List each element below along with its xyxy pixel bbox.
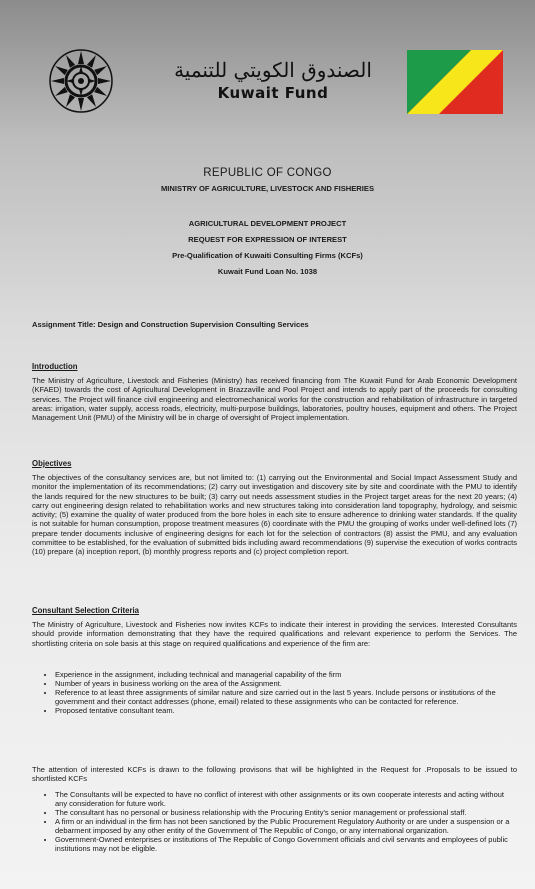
project-title: AGRICULTURAL DEVELOPMENT PROJECT bbox=[188, 219, 347, 228]
criteria-text: The Ministry of Agriculture, Livestock and Fisheries now invites KCFs to indicate their interest in providing the services. Interested Consultants should provide information demonstrating that they have the required qualifications and relevant experience to perform the Services. The shortlisting criteria on sole basis at this stage on required qualifications and experience of the firm are: bbox=[32, 620, 517, 648]
logo-arabic-text: الصندوق الكويتي للتنمية bbox=[174, 58, 372, 82]
introduction-text: The Ministry of Agriculture, Livestock and Fisheries (Ministry) has received financing from The Kuwait Fund for Arab Economic Development (KFAED) towards the cost of Agricultural Development in Brazzaville and Pool Project and intends to apply part of the proceeds for consulting services. The Project will finance civil engineering and electromechanical works for the construction and rehabilitation of infrastructure in targeted areas: irrigation, water supply, access roads, electricity, multi-purpose buildings, laboratories, poultry houses, equipment and others. The Project Management Unit (PMU) of the Ministry will be in charge of oversight of Project implementation. bbox=[32, 376, 517, 423]
list-item: • Experience in the assignment, including technical and managerial capability of the firm bbox=[55, 670, 517, 679]
provisions-list bbox=[32, 790, 517, 854]
criteria-list bbox=[32, 670, 517, 715]
request-title: REQUEST FOR EXPRESSION OF INTEREST bbox=[188, 235, 347, 244]
list-item: • Government-Owned enterprises or institutions of The Republic of Congo Government officials and civil servants and employees of public institutions may not be eligible. bbox=[55, 835, 517, 853]
project-title-block bbox=[0, 216, 535, 280]
logo-latin-text: Kuwait Fund bbox=[217, 84, 329, 102]
objectives-heading: Objectives bbox=[32, 459, 72, 468]
list-item: • Reference to at least three assignments of similar nature and size carried out in the last 5 years. Include persons or institutions of the government and their contact addresses (phone, email) related to these assignments who can be contacted for reference. bbox=[55, 688, 517, 706]
objectives-text: The objectives of the consultancy services are, but not limited to: (1) carrying out the Environmental and Social Impact Assessment Study and monitor the implementation of its recommendations; (2) carry out investigation and discovery site by site and coordinate with the PMU to identify the lands required for the new structures to be built; (3) carry out needs assessment studies in the Project target areas for the next 20 years; (4) carry out engineering design related to rehabilitation works and new structures taking into consideration land topography, hydrology, and seismic activity; (5) examine the quality of water produced from the bore holes in each site to ensure adherence to drinking water standards. If the quality is not suitable for human consumption, propose treatment measures (6) coordinate with the PMU the grouping of works under well-defined lots (7) prepare tender documents inclusive of engineering designs for each lot for the selection of contractors (8) assist the PMU, and any evaluation committee to be established, for the evaluation of submitted bids including award recommendations (9) supervise the execution of works contracts (10) prepare (a) inception report, (b) monthly progress reports and (c) project completion report. bbox=[32, 473, 517, 557]
attention-section bbox=[32, 765, 517, 853]
kuwait-fund-logo bbox=[168, 58, 378, 102]
introduction-section bbox=[32, 362, 517, 422]
list-item: • A firm or an individual in the firm has not been sanctioned by the Public Procurement Regulatory Authority or are under a suspension or a debarment imposed by any other entity of the Government of The Republic of Congo, or any international organization. bbox=[55, 817, 517, 835]
criteria-section bbox=[32, 606, 517, 715]
introduction-heading: Introduction bbox=[32, 362, 78, 371]
criteria-heading: Consultant Selection Criteria bbox=[32, 606, 140, 615]
document-header bbox=[0, 0, 535, 150]
ministry-title: MINISTRY OF AGRICULTURE, LIVESTOCK AND FISHERIES bbox=[160, 184, 375, 193]
congo-flag bbox=[407, 50, 503, 114]
kuwait-fund-emblem bbox=[48, 48, 114, 114]
list-item: • The Consultants will be expected to have no conflict of interest with other assignments or its own cooperate interests and acting without any consideration for future work. bbox=[55, 790, 517, 808]
list-item: • Number of years in business working on the area of the Assignment. bbox=[55, 679, 517, 688]
list-item: • Proposed tentative consultant team. bbox=[55, 706, 517, 715]
prequalification-title: Pre-Qualification of Kuwaiti Consulting Firms (KCFs) bbox=[172, 251, 363, 260]
list-item: • The consultant has no personal or business relationship with the Procuring Entity's senior management or professional staff. bbox=[55, 808, 517, 817]
country-title: REPUBLIC OF CONGO bbox=[203, 167, 332, 179]
objectives-section bbox=[32, 459, 517, 557]
assignment-title: Assignment Title: Design and Construction Supervision Consulting Services bbox=[32, 320, 309, 329]
loan-number: Kuwait Fund Loan No. 1038 bbox=[217, 267, 318, 276]
attention-text: The attention of interested KCFs is drawn to the following provisons that will be highlighted in the Request for .Proposals to be issued to shortlisted KCFs bbox=[32, 765, 517, 784]
